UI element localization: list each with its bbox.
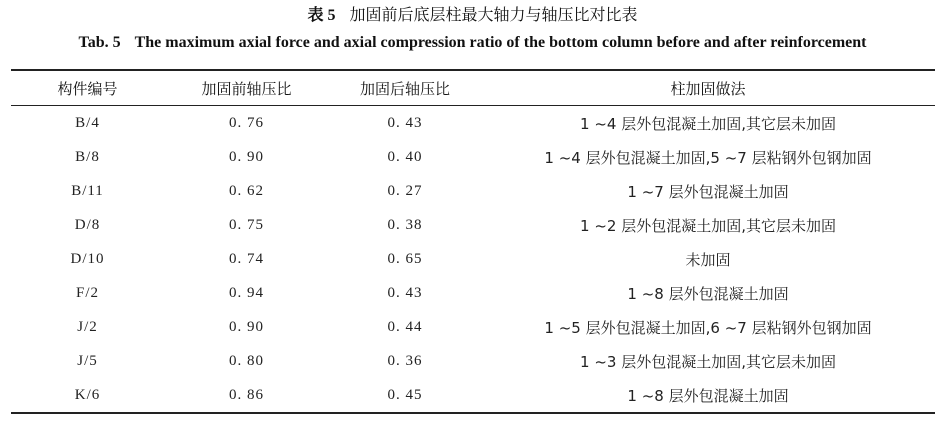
member-id-cell: B/8 xyxy=(75,148,100,165)
ratio-after-cell: 0. 36 xyxy=(387,352,423,369)
member-id-cell: J/5 xyxy=(77,352,98,369)
method-cell: 1 ~8 层外包混凝土加固 xyxy=(627,284,789,303)
table-row xyxy=(11,276,935,310)
table-number-english: Tab. 5 xyxy=(78,34,121,51)
ratio-after-cell: 0. 43 xyxy=(387,284,423,301)
member-id-cell: K/6 xyxy=(74,386,101,403)
ratio-after-cell: 0. 65 xyxy=(387,250,423,267)
method-cell: 1 ~8 层外包混凝土加固 xyxy=(627,386,789,405)
table-number-chinese: 表 5 xyxy=(307,7,336,24)
ratio-before-cell: 0. 76 xyxy=(229,114,264,131)
ratio-before-cell: 0. 74 xyxy=(229,250,264,267)
table-body xyxy=(11,106,935,414)
ratio-before-cell: 0. 62 xyxy=(229,182,264,199)
ratio-after-cell: 0. 44 xyxy=(387,318,423,335)
member-id-cell: J/2 xyxy=(77,318,98,335)
method-cell: 1 ~3 层外包混凝土加固,其它层未加固 xyxy=(580,352,836,371)
header-row xyxy=(11,70,935,106)
table-caption-chinese xyxy=(0,4,945,27)
ratio-after-cell: 0. 38 xyxy=(387,216,423,233)
table-row xyxy=(11,242,935,276)
table-row xyxy=(11,208,935,242)
method-cell: 未加固 xyxy=(685,250,731,269)
member-id-cell: D/10 xyxy=(70,250,105,267)
ratio-before-cell: 0. 86 xyxy=(229,386,264,403)
table-title-english: The maximum axial force and axial compression ratio of the bottom column before and after reinforcement xyxy=(134,34,867,51)
table-title-chinese: 加固前后底层柱最大轴力与轴压比对比表 xyxy=(349,5,638,24)
member-id-cell: B/11 xyxy=(71,182,104,199)
ratio-before-cell: 0. 75 xyxy=(229,216,264,233)
table-row xyxy=(11,344,935,378)
header-member-id: 构件编号 xyxy=(57,79,118,98)
method-cell: 1 ~4 层外包混凝土加固,5 ~7 层粘钢外包钢加固 xyxy=(544,148,872,167)
table-caption-english xyxy=(0,32,945,54)
header-method: 柱加固做法 xyxy=(670,79,746,98)
method-cell: 1 ~2 层外包混凝土加固,其它层未加固 xyxy=(580,216,836,235)
method-cell: 1 ~7 层外包混凝土加固 xyxy=(627,182,789,201)
ratio-before-cell: 0. 90 xyxy=(229,318,264,335)
table-header xyxy=(11,70,935,106)
method-cell: 1 ~5 层外包混凝土加固,6 ~7 层粘钢外包钢加固 xyxy=(544,318,872,337)
ratio-before-cell: 0. 80 xyxy=(229,352,264,369)
method-cell: 1 ~4 层外包混凝土加固,其它层未加固 xyxy=(580,114,836,133)
ratio-after-cell: 0. 40 xyxy=(387,148,423,165)
header-ratio-after: 加固后轴压比 xyxy=(359,79,450,98)
ratio-after-cell: 0. 43 xyxy=(387,114,423,131)
ratio-after-cell: 0. 27 xyxy=(387,182,423,199)
ratio-after-cell: 0. 45 xyxy=(387,386,423,403)
ratio-before-cell: 0. 94 xyxy=(229,284,264,301)
table-row xyxy=(11,140,935,174)
table-row xyxy=(11,174,935,208)
member-id-cell: F/2 xyxy=(75,284,99,301)
table-row xyxy=(11,378,935,413)
ratio-before-cell: 0. 90 xyxy=(229,148,264,165)
table-row xyxy=(11,310,935,344)
comparison-table xyxy=(11,69,935,414)
table-row xyxy=(11,106,935,141)
header-ratio-before: 加固前轴压比 xyxy=(201,79,292,98)
member-id-cell: B/4 xyxy=(75,114,100,131)
member-id-cell: D/8 xyxy=(74,216,101,233)
